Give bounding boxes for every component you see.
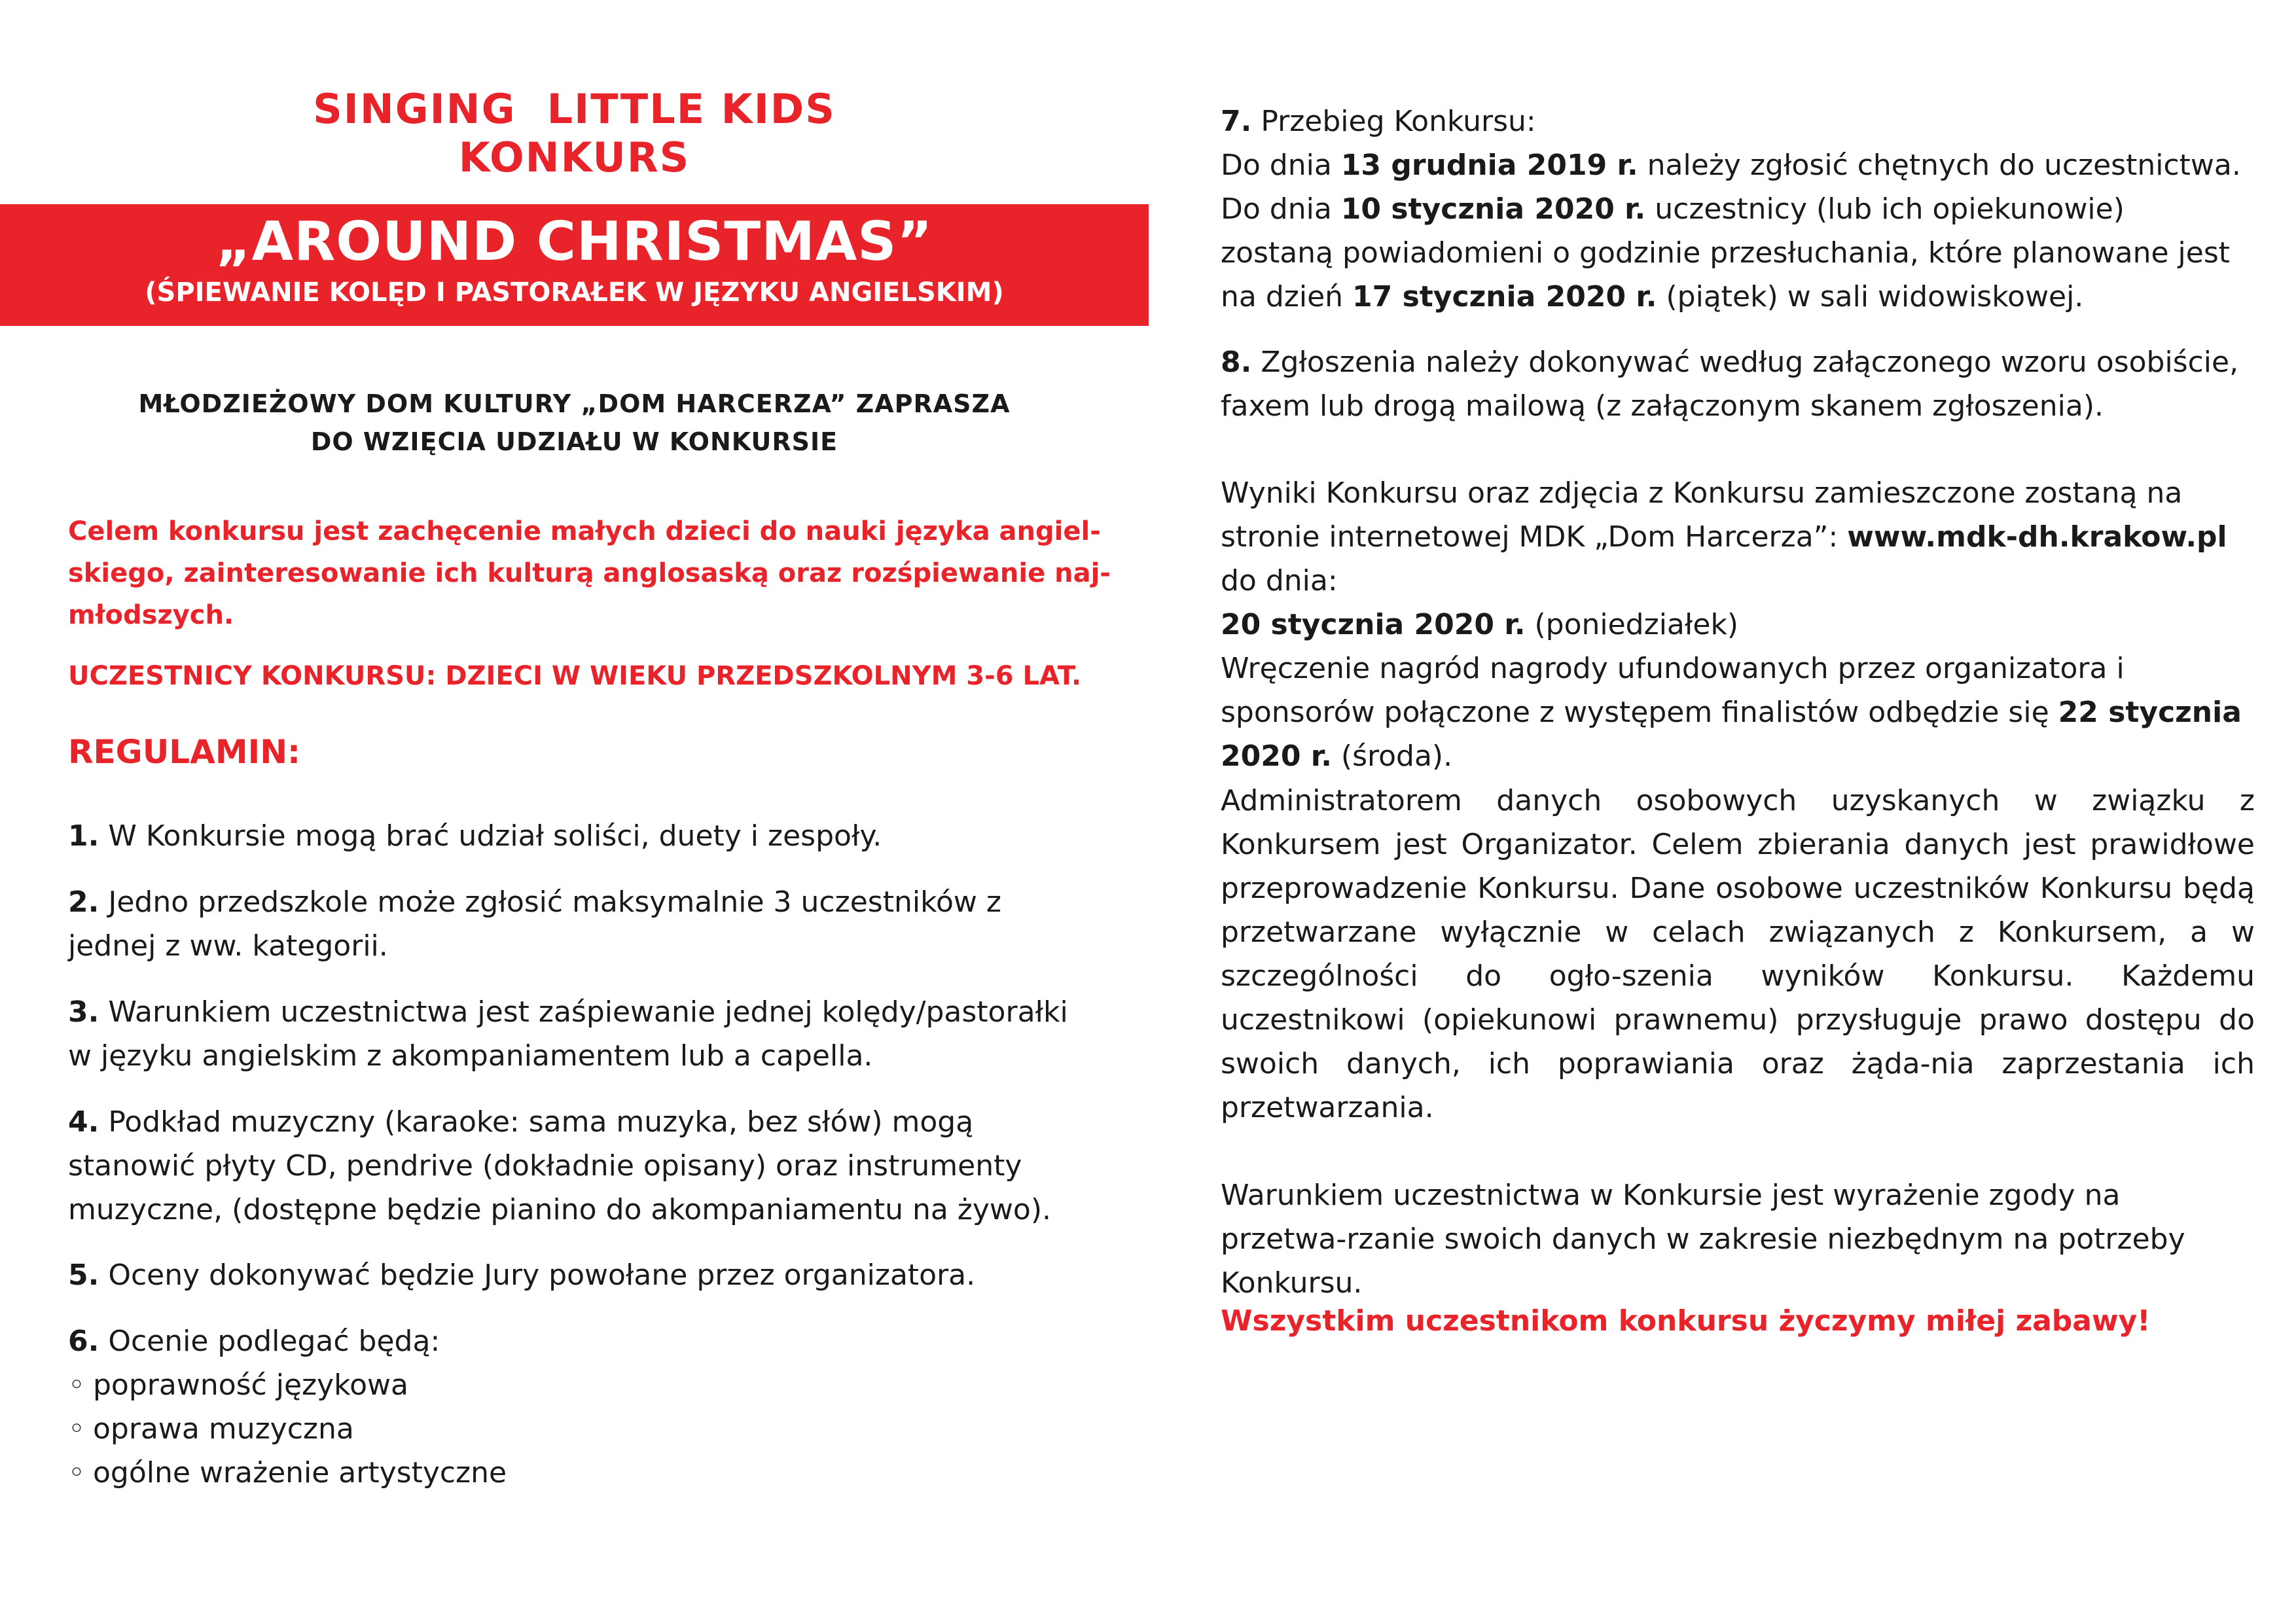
criteria-item: ◦ ogólne wrażenie artystyczne <box>68 1451 1141 1495</box>
rule-text: Zgłoszenia należy dokonywać według załączonego wzoru osobiście, faxem lub drogą mailową (z załączonym skanem zgłoszenia). <box>1221 346 2239 423</box>
notification-date: 10 stycznia 2020 r. <box>1340 192 1646 226</box>
rule-6 <box>68 1319 1141 1495</box>
rule-text: Podkład muzyczny (karaoke: sama muzyka, bez słów) mogą stanowić płyty CD, pendrive (dokładnie opisany) oraz instrumenty muzyczne, (dostępne będzie pianino do akompaniamentu na żywo). <box>68 1105 1051 1226</box>
rule-number: 8. <box>1221 346 1252 379</box>
rule-3 <box>68 990 1089 1078</box>
rule-5 <box>68 1253 1141 1297</box>
rule-text: Oceny dokonywać będzie Jury powołane przez organizatora. <box>108 1258 976 1292</box>
invitation-line1: MŁODZIEŻOWY DOM KULTURY „DOM HARCERZA” ZAPRASZA <box>138 389 1011 418</box>
data-protection-notice: Administratorem danych osobowych uzyskanych w związku z Konkursem jest Organizator. Celem zbierania danych jest prawidłowe przeprowadzenie Konkursu. Dane osobowe uczestników Konkursu będą przetwarzane wyłącznie w celach związanych z Konkursem, a w szczególności do ogło-szenia wyników Konkursu. Każdemu uczestnikowi (opiekunowi prawnemu) przysługuje prawo dostępu do swoich danych, ich poprawiania oraz żąda-nia zaprzestania ich przetwarzania. <box>1221 784 2255 1124</box>
invitation-line2: DO WZIĘCIA UDZIAŁU W KONKURSIE <box>310 427 838 456</box>
awards-info: Wręczenie nagród nagrody ufundowanych przez organizatora i sponsorów połączone z występem finalistów odbędzie się 22 stycznia 2020 r. (środa). <box>1221 652 2242 773</box>
contest-goal: Celem konkursu jest zachęcenie małych dzieci do nauki języka angiel-skiego, zainteresowanie ich kulturą anglosaską oraz rozśpiewanie naj-młodszych. <box>68 516 1111 630</box>
audition-date: 17 stycznia 2020 r. <box>1352 280 1657 313</box>
rule-number: 1. <box>68 819 99 853</box>
rule-text: Ocenie podlegać będą: <box>108 1325 440 1358</box>
awards-date: 22 stycznia 2020 r. <box>1221 696 2242 773</box>
rule-text: Jedno przedszkole może zgłosić maksymalnie 3 uczestników z jednej z ww. kategorii. <box>68 885 1001 963</box>
rules-heading: REGULAMIN: <box>68 733 301 771</box>
rule-number: 3. <box>68 995 99 1029</box>
red-title-band <box>0 204 1149 326</box>
contest-participants: UCZESTNICY KONKURSU: DZIECI W WIEKU PRZEDSZKOLNYM 3-6 LAT. <box>68 661 1082 691</box>
results-info: Wyniki Konkursu oraz zdjęcia z Konkursu zamieszczone zostaną na stronie internetowej MDK „Dom Harcerza”: www.mdk-dh.krakow.pl do dnia: 20 stycznia 2020 r. (poniedziałek) <box>1221 476 2227 641</box>
invitation <box>0 385 1149 461</box>
rule-text: W Konkursie mogą brać udział soliści, duety i zespoły. <box>108 819 882 853</box>
event-title-line1: SINGING LITTLE KIDS <box>313 85 836 133</box>
closing-wishes: Wszystkim uczestnikom konkursu życzymy miłej zabawy! <box>1221 1304 2151 1338</box>
rule-8 <box>1221 340 2242 428</box>
rule-number: 5. <box>68 1258 99 1292</box>
criteria-item: ◦ oprawa muzyczna <box>68 1407 1141 1451</box>
rule-text: Warunkiem uczestnictwa jest zaśpiewanie jednej kolędy/pastorałki w języku angielskim z akompaniamentem lub a capella. <box>68 995 1068 1073</box>
results-date: 20 stycznia 2020 r. <box>1221 608 1526 641</box>
rule-number: 2. <box>68 885 99 919</box>
consent-notice: Warunkiem uczestnictwa w Konkursie jest wyrażenie zgody na przetwa-rzanie swoich danych w zakresie niezbędnym na potrzeby Konkursu. <box>1221 1179 2185 1300</box>
rule-title: Przebieg Konkursu: <box>1261 105 1536 138</box>
criteria-item: ◦ poprawność językowa <box>68 1363 1141 1407</box>
deadline-date: 13 grudnia 2019 r. <box>1340 149 1638 182</box>
band-subtitle: (ŚPIEWANIE KOLĘD I PASTORAŁEK W JĘZYKU ANGIELSKIM) <box>145 277 1004 308</box>
rule-number: 4. <box>68 1105 99 1139</box>
rule-2 <box>68 880 1089 968</box>
bullet-icon: ◦ <box>68 1368 85 1402</box>
bullet-icon: ◦ <box>68 1412 85 1446</box>
rule-7: 7. Przebieg Konkursu: Do dnia 13 grudnia 2019 r. należy zgłosić chętnych do uczestnictwa. Do dnia 10 stycznia 2020 r. uczestnicy (lub ich opiekunowie) zostaną powiadomieni o godzinie przesłuchania, które planowane jest na dzień 17 stycznia 2020 r. (piątek) w sali widowiskowej. <box>1221 105 2241 313</box>
band-title: „AROUND CHRISTMAS” <box>215 211 933 273</box>
event-title-line2: KONKURS <box>458 134 691 181</box>
event-title <box>0 85 1149 182</box>
rule-4 <box>68 1100 1102 1232</box>
rule-number: 7. <box>1221 105 1252 138</box>
website-link[interactable]: www.mdk-dh.krakow.pl <box>1847 520 2227 554</box>
rule-1 <box>68 814 1141 858</box>
bullet-icon: ◦ <box>68 1456 85 1489</box>
rule-number: 6. <box>68 1325 99 1358</box>
